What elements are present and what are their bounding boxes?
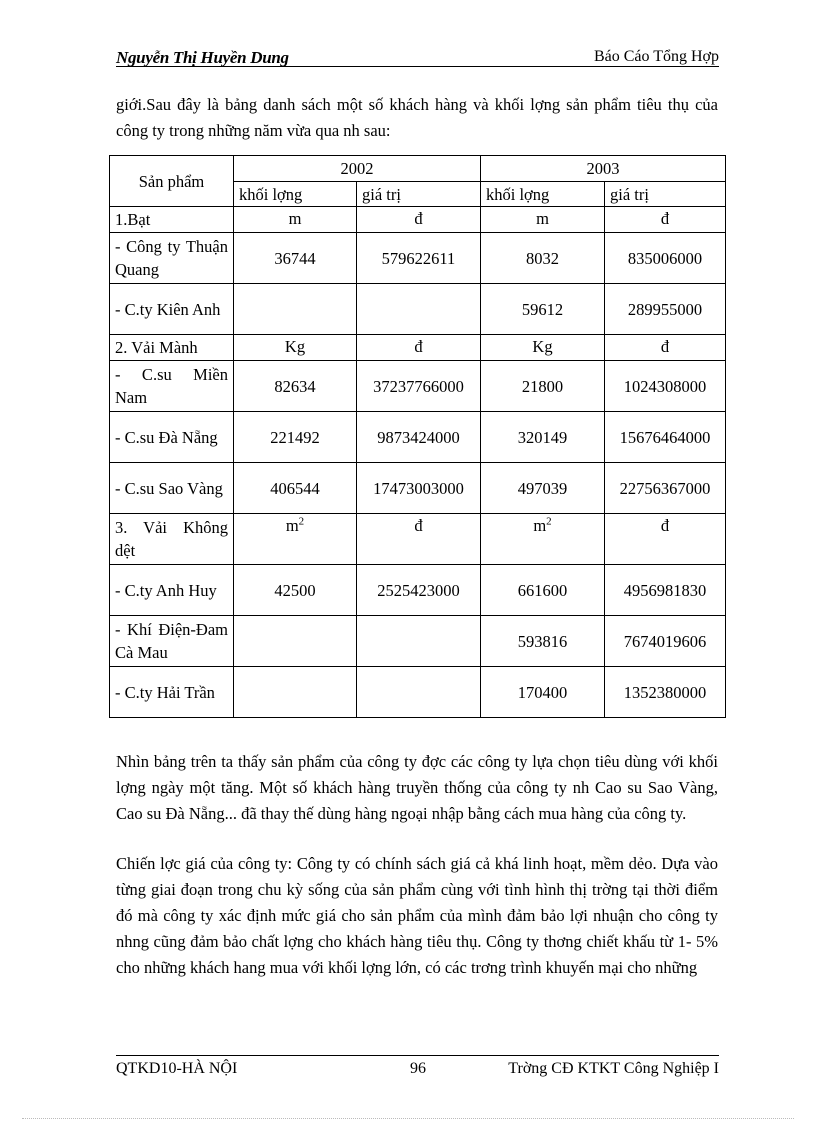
header-value-2003: giá trị — [605, 182, 726, 207]
cell-text: đ — [660, 337, 670, 356]
cell-text: 2525423000 — [377, 580, 460, 600]
cell-text: đ — [660, 516, 670, 535]
cell-text: đ — [660, 209, 670, 228]
cell-text: 497039 — [517, 478, 568, 498]
volume-cell — [234, 233, 357, 284]
cell-text: 320149 — [517, 427, 568, 447]
page-bottom-divider — [22, 1118, 794, 1119]
cell-text: 170400 — [517, 682, 568, 702]
header-volume-2002: khối lợng — [234, 182, 357, 207]
category-row — [110, 514, 726, 565]
value-cell — [605, 284, 726, 335]
header-title: Báo Cáo Tổng Hợp — [593, 48, 719, 65]
row-name: 1.Bạt — [110, 207, 234, 233]
volume-cell — [481, 284, 605, 335]
cell-text: 37237766000 — [373, 376, 464, 396]
value-cell — [357, 514, 481, 565]
volume-cell — [234, 565, 357, 616]
cell-text: 1024308000 — [623, 376, 707, 396]
row-name: - C.ty Kiên Anh — [110, 284, 234, 335]
header-value-2002: giá trị — [357, 182, 481, 207]
table-row — [110, 565, 726, 616]
cell-text: 1352380000 — [623, 682, 707, 702]
cell-text: 7674019606 — [623, 631, 707, 651]
category-row — [110, 335, 726, 361]
table-row — [110, 616, 726, 667]
value-cell — [357, 616, 481, 667]
body-paragraph-2: Chiến lợc giá của công ty: Công ty có chính sách giá cả khá linh hoạt, mềm dẻo. Dựa vào từng giai đoạn trong chu kỳ sống của sản phẩm cùng với tình hình thị trờng tại thời điểm đó mà công ty xác định mức giá cho sản phẩm của mình đảm bảo lợi nhuận cho công ty nhng cũng đảm bảo chất lợng cho khách hàng tiêu thụ. Công ty thơng chiết khấu từ 1- 5% cho những khách hang mua với khối lợng lớn, có các trơng trình khuyến mại cho những — [116, 854, 718, 977]
category-row — [110, 207, 726, 233]
value-cell — [605, 565, 726, 616]
value-cell — [605, 207, 726, 233]
volume-cell — [481, 565, 605, 616]
table-row — [110, 233, 726, 284]
page-number: 96 — [410, 1060, 426, 1077]
value-cell — [357, 284, 481, 335]
volume-cell — [481, 514, 605, 565]
header-author: Nguyễn Thị Huyền Dung — [116, 48, 289, 67]
volume-cell — [481, 412, 605, 463]
cell-text: m — [288, 209, 302, 228]
value-cell — [605, 667, 726, 718]
cell-text: đ — [414, 209, 423, 228]
cell-text: Kg — [532, 337, 553, 356]
cell-text: Kg — [284, 337, 306, 356]
value-cell — [357, 207, 481, 233]
row-name: - C.ty Anh Huy — [110, 565, 234, 616]
cell-text: 15676464000 — [619, 427, 711, 447]
volume-cell — [234, 335, 357, 361]
volume-cell — [234, 514, 357, 565]
table-row — [110, 412, 726, 463]
cell-text: 661600 — [517, 580, 568, 600]
cell-text: m — [285, 516, 299, 535]
row-name: - C.su Đà Nẵng — [110, 412, 234, 463]
value-cell — [357, 233, 481, 284]
cell-text: 9873424000 — [377, 427, 460, 447]
unit-superscript: 2 — [298, 515, 305, 528]
cell-text: 82634 — [274, 376, 316, 396]
value-cell — [357, 412, 481, 463]
cell-text: 21800 — [521, 376, 564, 396]
cell-text: 289955000 — [627, 299, 703, 319]
footer-right: Trờng CĐ KTKT Công Nghiệp I — [508, 1060, 719, 1077]
cell-text: 17473003000 — [373, 478, 464, 498]
table-row — [110, 667, 726, 718]
volume-cell — [234, 361, 357, 412]
volume-cell — [481, 233, 605, 284]
value-cell — [357, 667, 481, 718]
value-cell — [605, 335, 726, 361]
cell-text: 593816 — [517, 631, 568, 651]
row-name: - C.su Miền Nam — [110, 361, 234, 412]
volume-cell — [234, 207, 357, 233]
volume-cell — [481, 463, 605, 514]
cell-text: 59612 — [521, 299, 564, 319]
cell-text: 8032 — [526, 248, 559, 268]
page-header — [116, 46, 719, 67]
value-cell — [357, 463, 481, 514]
value-cell — [357, 335, 481, 361]
header-volume-2003: khối lợng — [481, 182, 605, 207]
header-year-2002: 2002 — [234, 156, 481, 182]
unit-superscript: 2 — [546, 515, 552, 528]
footer-left: QTKD10-HÀ NỘI — [116, 1060, 238, 1077]
table-row — [110, 284, 726, 335]
header-year-2003: 2003 — [481, 156, 726, 182]
value-cell — [605, 412, 726, 463]
intro-paragraph: giới.Sau đây là bảng danh sách một số khách hàng và khối lợng sản phẩm tiêu thụ của công ty trong những năm vừa qua nh sau: — [116, 95, 718, 140]
table-row — [110, 463, 726, 514]
row-name: - C.ty Hải Trần — [110, 667, 234, 718]
value-cell — [605, 463, 726, 514]
table-body — [110, 207, 726, 718]
value-cell — [357, 361, 481, 412]
cell-text: 579622611 — [381, 248, 456, 268]
cell-text: m — [536, 209, 549, 228]
row-name: 2. Vải Mành — [110, 335, 234, 361]
value-cell — [605, 616, 726, 667]
cell-text: 4956981830 — [623, 580, 707, 600]
cell-text: 42500 — [274, 580, 316, 600]
value-cell — [357, 565, 481, 616]
volume-cell — [481, 667, 605, 718]
body-paragraph-1: Nhìn bảng trên ta thấy sản phẩm của công ty đợc các công ty lựa chọn tiêu dùng với khối lợng ngày một tăng. Một số khách hàng truyền thống của công ty nh Cao su Sao Vàng, Cao su Đà Nẵng... đã thay thế dùng hàng ngoại nhập bằng cách mua hàng của công ty. — [116, 752, 718, 823]
row-name: - Công ty Thuận Quang — [110, 233, 234, 284]
cell-text: m — [533, 516, 547, 535]
volume-cell — [234, 412, 357, 463]
volume-cell — [234, 284, 357, 335]
cell-text: đ — [414, 337, 423, 356]
value-cell — [605, 233, 726, 284]
volume-cell — [234, 667, 357, 718]
volume-cell — [234, 463, 357, 514]
customer-table — [109, 155, 726, 718]
value-cell — [605, 361, 726, 412]
cell-text: 22756367000 — [619, 478, 711, 498]
cell-text: 406544 — [270, 478, 320, 498]
table-row — [110, 361, 726, 412]
page-footer — [116, 1055, 719, 1078]
row-name: - C.su Sao Vàng — [110, 463, 234, 514]
volume-cell — [481, 616, 605, 667]
volume-cell — [481, 207, 605, 233]
header-product: Sản phẩm — [110, 156, 234, 207]
volume-cell — [481, 335, 605, 361]
row-name: 3. Vải Không dệt — [110, 514, 234, 565]
cell-text: 835006000 — [627, 248, 703, 268]
volume-cell — [234, 616, 357, 667]
value-cell — [605, 514, 726, 565]
cell-text: 36744 — [274, 248, 316, 268]
cell-text: đ — [414, 516, 423, 535]
row-name: - Khí Điện-Đam Cà Mau — [110, 616, 234, 667]
volume-cell — [481, 361, 605, 412]
cell-text: 221492 — [270, 427, 320, 447]
